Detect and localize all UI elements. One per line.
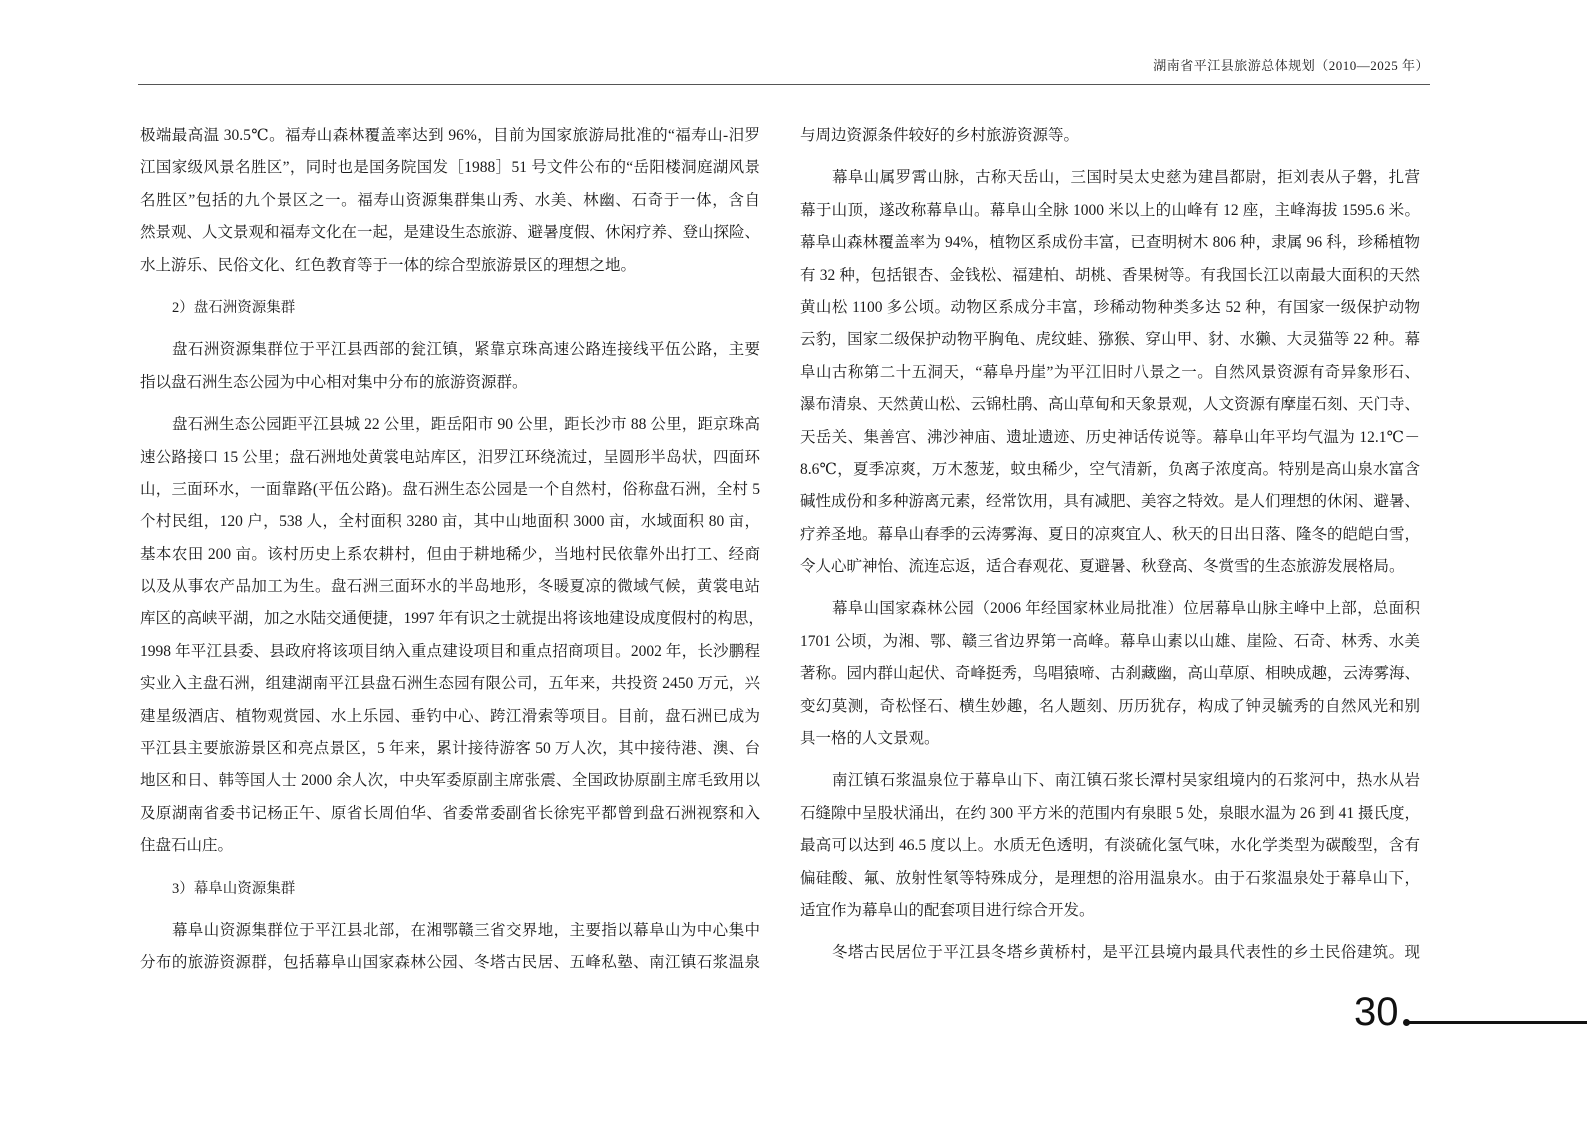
text-line: 及原湖南省委书记杨正午、原省长周伯华、省委常委副省长徐宪平都曾到盘石洲视察和入 [140, 804, 760, 822]
text-line: 具一格的人文景观。 [800, 730, 940, 748]
text-line: 极端最高温 30.5℃。福寿山森林覆盖率达到 96%，目前为国家旅游局批准的“福寿山-汨罗 [140, 127, 760, 144]
text-line: 石缝隙中呈股状涌出，在约 300 平方米的范围内有泉眼 5 处，泉眼水温为 26 到 41 摄氏度， [800, 804, 1421, 822]
section-heading: 2）盘石洲资源集群 [172, 299, 296, 316]
paragraph [140, 334, 760, 399]
text-line: 1701 公顷，为湘、鄂、赣三省边界第一高峰。幕阜山素以山雄、崖险、石奇、林秀、水美 [800, 632, 1420, 650]
text-line: 个村民组，120 户，538 人，全村面积 3280 亩，其中山地面积 3000 亩，水域面积 80 亩， [140, 513, 760, 531]
right-column [800, 120, 1420, 980]
text-line: 碱性成份和多种游离元素，经常饮用，具有减肥、美容之特效。是人们理想的休闲、避暑、 [800, 493, 1421, 511]
text-line: 幕阜山国家森林公园（2006 年经国家林业局批准）位居幕阜山脉主峰中上部，总面积 [832, 600, 1420, 618]
left-column [140, 120, 764, 990]
page-number: 30 [1354, 990, 1399, 1034]
text-line: 著称。园内群山起伏、奇峰挺秀，鸟唱猿啼、古刹藏幽，高山草原、相映成趣，云涛雾海、 [800, 665, 1421, 683]
text-line: 速公路接口 15 公里；盘石洲地处黄裳电站库区，汨罗江环绕流过，呈圆形半岛状，四面环 [140, 448, 760, 466]
text-line: 天岳关、集善宫、沸沙神庙、遗址遗迹、历史神话传说等。幕阜山年平均气温为 12.1℃－ [800, 428, 1420, 446]
text-line: 平江县主要旅游景区和亮点景区，5 年来，累计接待游客 50 万人次，其中接待港、澳、台 [140, 740, 760, 758]
text-line: 1998 年平江县委、县政府将该项目纳入重点建设项目和重点招商项目。2002 年，长沙鹏程 [140, 642, 760, 660]
text-line: 偏硅酸、氟、放射性氡等特殊成分，是理想的浴用温泉水。由于石浆温泉处于幕阜山下， [800, 869, 1420, 887]
text-line: 山，三面环水，一面靠路(平伍公路)。盘石洲生态公园是一个自然村，俗称盘石洲，全村 5 [140, 480, 760, 498]
text-line: 住盘石山庄。 [140, 837, 234, 855]
text-line: 适宜作为幕阜山的配套项目进行综合开发。 [800, 901, 1095, 919]
text-line: 有 32 种，包括银杏、金钱松、福建柏、胡桃、香果树等。有我国长江以南最大面积的天然 [800, 266, 1420, 284]
text-line: 地区和日、韩等国人士 2000 余人次，中央军委原副主席张震、全国政协原副主席毛致用以 [140, 772, 760, 790]
text-line: 黄山松 1100 多公顷。动物区系成分丰富，珍稀动物种类多达 52 种，有国家一级保护动物 [800, 298, 1420, 316]
text-line: 与周边资源条件较好的乡村旅游资源等。 [800, 127, 1080, 144]
paragraph [140, 120, 760, 282]
paragraph [800, 765, 1420, 927]
text-line: 名胜区”包括的九个景区之一。福寿山资源集群集山秀、水美、林幽、石奇于一体，含自 [140, 191, 760, 209]
text-line: 实业入主盘石洲，组建湖南平江县盘石洲生态园有限公司，五年来，共投资 2450 万元，兴 [140, 675, 760, 693]
text-line: 阜山古称第二十五洞天，“幕阜丹崖”为平江旧时八景之一。自然风景资源有奇异象形石、 [800, 363, 1420, 381]
text-line: 幕阜山属罗霄山脉，古称天岳山，三国时吴太史慈为建昌都尉，拒刘表从子磐，扎营 [832, 169, 1420, 187]
text-line: 以及从事农产品加工为生。盘石洲三面环水的半岛地形，冬暖夏凉的微域气候，黄裳电站 [140, 578, 760, 596]
text-line: 库区的高峡平湖，加之水陆交通便捷，1997 年有识之士就提出将该地建设成度假村的构思， [140, 610, 764, 628]
text-line: 最高可以达到 46.5 度以上。水质无色透明，有淡硫化氢气味，水化学类型为碳酸型，含有 [800, 837, 1420, 855]
text-line: 分布的旅游资源群，包括幕阜山国家森林公园、冬塔古民居、五峰私塾、南江镇石浆温泉 [140, 954, 760, 972]
text-line: 基本农田 200 亩。该村历史上系农耕村，但由于耕地稀少，当地村民依靠外出打工、经商 [140, 545, 760, 563]
page-number-rule [1408, 1021, 1587, 1024]
text-line: 幕阜山森林覆盖率为 94%，植物区系成份丰富，已查明树木 806 种，隶属 96 科，珍稀植物 [800, 234, 1420, 252]
text-line: 幕于山顶，遂改称幕阜山。幕阜山全脉 1000 米以上的山峰有 12 座，主峰海拔 1595.6 米。 [800, 201, 1420, 219]
text-line: 水上游乐、民俗文化、红色教育等于一体的综合型旅游景区的理想之地。 [140, 256, 637, 274]
text-line: 云豹，国家二级保护动物平胸龟、虎纹蛙、猕猴、穿山甲、豺、水獭、大灵猫等 22 种。幕 [800, 331, 1420, 349]
text-line: 幕阜山资源集群位于平江县北部，在湘鄂赣三省交界地，主要指以幕阜山为中心集中 [172, 921, 760, 939]
paragraph [800, 162, 1420, 583]
paragraph [800, 937, 1420, 969]
text-line: 盘石洲生态公园距平江县城 22 公里，距岳阳市 90 公里，距长沙市 88 公里，距京珠高 [172, 416, 760, 434]
text-line: 令人心旷神怡、流连忘返，适合春观花、夏避暑、秋登高、冬赏雪的生态旅游发展格局。 [800, 558, 1405, 576]
text-line: 疗养圣地。幕阜山春季的云涛雾海、夏日的凉爽宜人、秋天的日出日落、隆冬的皑皑白雪， [800, 525, 1421, 543]
text-line: 8.6℃，夏季凉爽，万木葱茏，蚊虫稀少，空气清新，负离子浓度高。特别是高山泉水富含 [800, 460, 1420, 478]
header-divider [138, 84, 1430, 85]
text-line: 变幻莫测，奇松怪石、横生妙趣，名人题刻、历历犹存，构成了钟灵毓秀的自然风光和别 [800, 697, 1420, 715]
text-line: 瀑布清泉、天然黄山松、云锦杜鹃、高山草甸和天象景观，人文资源有摩崖石刻、天门寺、 [800, 396, 1421, 414]
text-line: 冬塔古民居位于平江县冬塔乡黄桥村，是平江县境内最具代表性的乡土民俗建筑。现 [832, 944, 1420, 962]
text-line: 建星级酒店、植物观赏园、水上乐园、垂钓中心、跨江滑索等项目。目前，盘石洲已成为 [140, 707, 760, 725]
text-line: 然景观、人文景观和福寿文化在一起，是建设生态旅游、避暑度假、休闲疗养、登山探险、 [140, 224, 761, 242]
text-line: 指以盘石洲生态公园为中心相对集中分布的旅游资源群。 [140, 373, 528, 391]
section-heading: 3）幕阜山资源集群 [172, 880, 296, 897]
text-line: 江国家级风景名胜区”，同时也是国务院国发［1988］51 号文件公布的“岳阳楼洞庭湖风景 [140, 159, 760, 177]
text-line: 盘石洲资源集群位于平江县西部的瓮江镇，紧靠京珠高速公路连接线平伍公路，主要 [172, 341, 760, 359]
document-title: 湖南省平江县旅游总体规划（2010—2025 年） [1153, 58, 1429, 73]
paragraph [140, 915, 760, 980]
paragraph [800, 593, 1420, 755]
paragraph [140, 409, 764, 862]
paragraph [800, 120, 1420, 152]
text-line: 南江镇石浆温泉位于幕阜山下、南江镇石浆长潭村吴家组境内的石浆河中，热水从岩 [832, 772, 1420, 790]
